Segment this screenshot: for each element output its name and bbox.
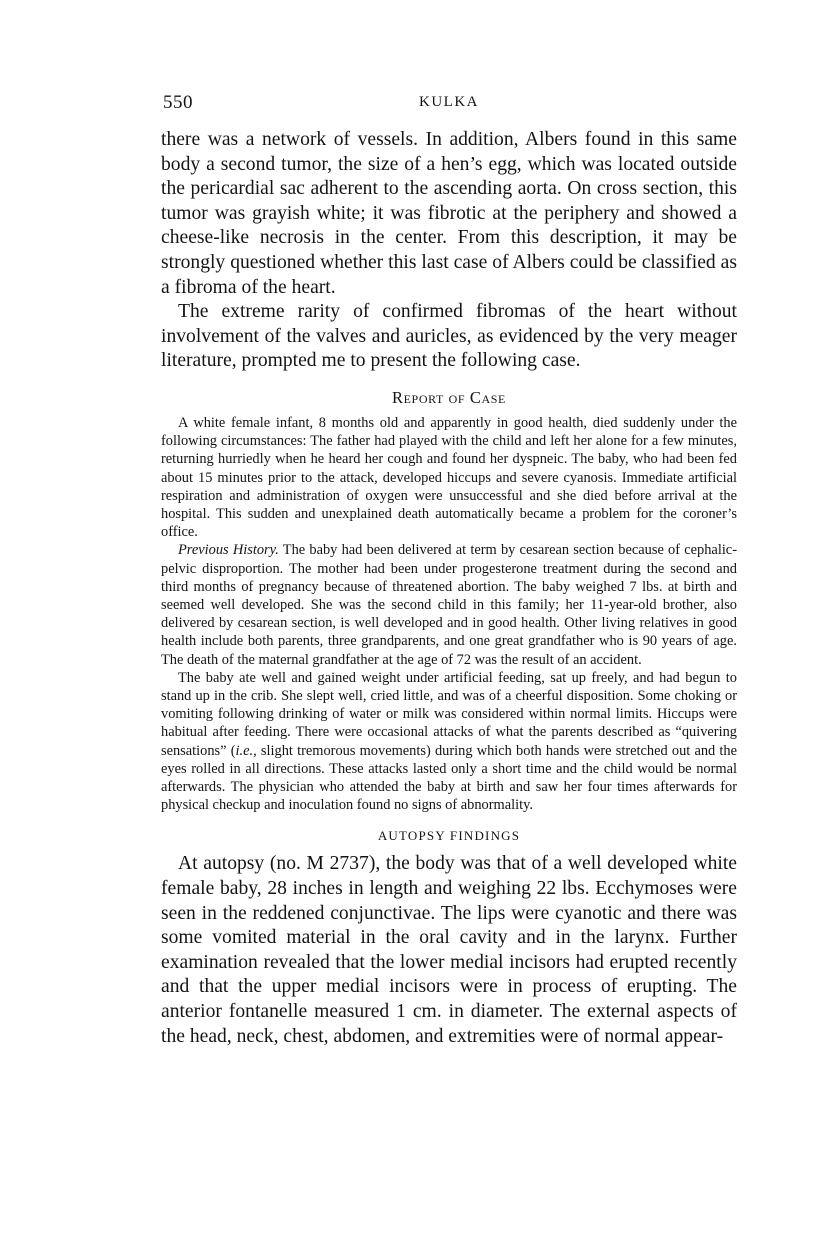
previous-history-text: The baby had been delivered at term by cesarean section because of cephalic-pelvic disproportion. The mother had been under progesterone treatment during the second and third months of pregnancy because of threatened abortion. The baby weighed 7 lbs. at birth and seemed well developed. She was the second child in this family; her 11-year-old brother, also delivered by cesarean section, is well developed and in good health. Other living relatives in good health include both parents, three grandparents, and one great grandfather who is 90 years of age. The death of the maternal grandfather at the age of 72 was the result of an accident. xyxy=(161,542,737,668)
autopsy-heading: AUTOPSY FINDINGS xyxy=(377,828,521,844)
intro-paragraph-1: there was a network of vessels. In addition, Albers found in this same body a second tumor, the size of a hen’s egg, which was located outside the pericardial sac adherent to the ascending aorta. On cross section, this tumor was grayish white; it was fibrotic at the periphery and showed a cheese-like necrosis in the center. From this description, it may be strongly questioned whether this last case of Albers could be classified as a fibroma of the heart. xyxy=(161,129,737,298)
previous-history-paragraph xyxy=(161,541,737,668)
report-paragraph-1: A white female infant, 8 months old and apparently in good health, died suddenly under the following circumstances: The father had played with the child and left her alone for a few minutes, returning hurriedly when he heard her cough and found her dyspneic. The baby, who had been fed about 15 minutes prior to the attack, developed hiccups and severe cyanosis. Immediate artificial respiration and administration of oxygen were unsuccessful and she died before arrival at the hospital. This sudden and unexplained death automatically became a problem for the coroner’s office. xyxy=(161,414,737,541)
page-header xyxy=(161,92,737,118)
page-number: 550 xyxy=(163,92,193,113)
intro-paragraph-2: The extreme rarity of confirmed fibromas of the heart without involvement of the valves and auricles, as evidenced by the very meager literature, prompted me to present the following case. xyxy=(161,301,737,372)
report-paragraph-3-ie: i.e., xyxy=(235,742,257,759)
report-heading xyxy=(161,388,737,408)
report-heading-text: Report of Case xyxy=(392,387,506,407)
report-paragraph-3-part-2: slight tremorous movements) during which both hands were stretched out and the eyes rolled in all directions. These attacks lasted only a short time and the child would be normal afterwards. The physician who attended the baby at birth and saw her four times afterwards for physical checkup and inoculation found no signs of abnormality. xyxy=(161,742,737,814)
report-paragraph-3-part-1: The baby ate well and gained weight under artificial feeding, sat up freely, and had begun to stand up in the crib. She slept well, cried little, and was of a cheerful disposition. Some choking or vomiting following drinking of water or milk was considered within normal limits. Hiccups were habitual after feeding. There were occasional attacks of what the parents described as “quivering sensations” ( xyxy=(161,669,737,759)
running-head: KULKA xyxy=(419,94,479,110)
autopsy-paragraph-1: At autopsy (no. M 2737), the body was that of a well developed white female baby, 28 inches in length and weighing 22 lbs. Ecchymoses were seen in the reddened conjunctivae. The lips were cyanotic and there was some vomited material in the oral cavity and in the larynx. Further examination revealed that the lower medial incisors had erupted recently and that the upper medial incisors were in process of erupting. The anterior fontanelle measured 1 cm. in diameter. The external aspects of the head, neck, chest, abdomen, and extremities were of normal appear- xyxy=(161,853,737,1047)
previous-history-label: Previous History. xyxy=(178,542,279,559)
report-paragraph-3 xyxy=(161,669,737,815)
page xyxy=(161,92,737,1049)
